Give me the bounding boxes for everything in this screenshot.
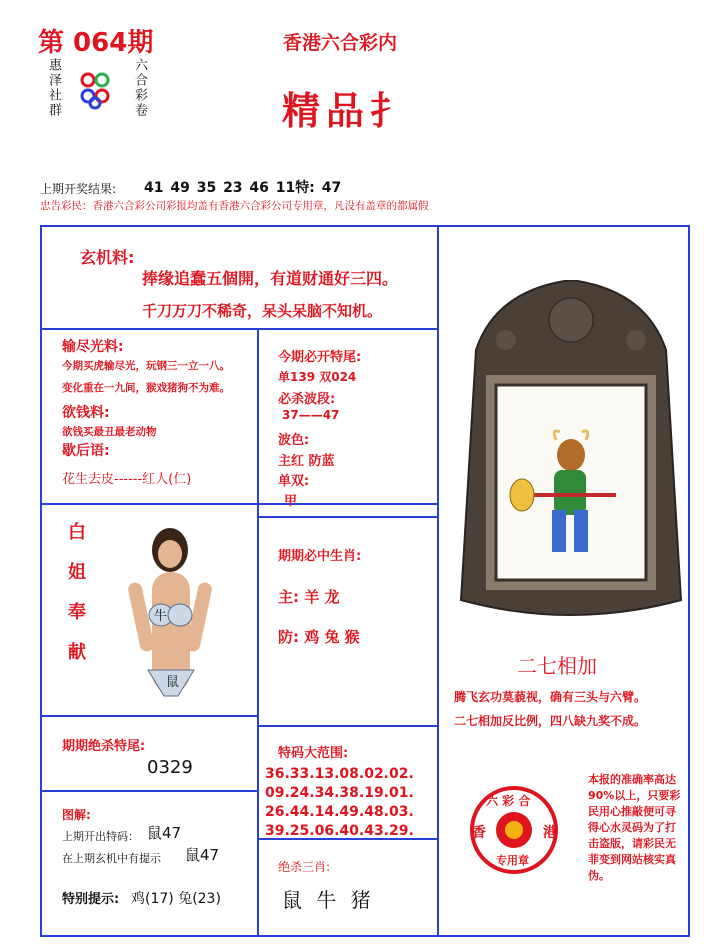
range-rows [265,765,414,841]
shengxiao-guard: 防: 鸡 兔 猴 [278,628,360,646]
yuqian-line: 欲钱买最丑最老动物 [62,426,157,438]
baijie-text: 白姐奉献 [65,522,86,682]
xuanji-label: 玄机料: [80,248,135,267]
ornate-frame-icon [456,280,686,630]
frame-caption: 二七相加 [517,654,597,678]
tujie-line-1b: 鼠47 [147,824,182,842]
divider-4 [40,715,258,717]
tujie-line-1a: 上期开出特码： [62,830,139,843]
divider-2 [40,503,438,505]
left-vertical-text: 惠泽社群 [46,58,61,118]
tujie-line-2a: 在上期玄机中有提示 [62,852,161,865]
stamp-right: 港 [543,825,557,841]
xuanji-line-2: 千刀万刀不稀奇，呆头呆脑不知机。 [142,302,383,320]
tujie-line-2b: 鼠47 [185,846,220,864]
tewei-label: 今期必开特尾: [278,350,362,365]
jueshawei-value: 0329 [147,757,193,778]
range-row: 39.25.06.40.43.29. [265,823,414,839]
range-row: 09.24.34.38.19.01. [265,785,414,801]
danshuang-value: 甲 [284,494,298,509]
shuzhi-line-2: 变化重在一九间，猴戏猪狗不为难。 [62,382,230,394]
official-stamp [458,782,570,878]
jueshawei-label: 期期绝杀特尾: [62,739,146,754]
shengxiao-label: 期期必中生肖: [278,549,362,564]
right-vertical-text: 六合彩卷 [132,58,147,118]
bosha-value: 37——47 [282,408,340,422]
tishi-value: 鸡(17) 兔(23) [131,891,221,907]
stamp-note: 本报的准确率高达90%以上，只要彩民用心推敲便可寻得心水灵码为了打击盗版，请彩民无菲变到网站核实真伪。 [588,773,681,882]
stamp-left: 香 [472,825,486,841]
shengxiao-main: 主: 羊 龙 [278,588,340,606]
svg-text:牛: 牛 [154,609,168,624]
lottery-logo-icon [78,70,114,110]
bosha-label: 必杀波段: [278,392,336,407]
xiehouyu-line: 花生去皮------红人(仁) [62,472,192,487]
divider-5 [258,725,438,727]
svg-text:鼠: 鼠 [166,675,180,690]
danshuang-label: 单双: [278,474,310,489]
results-label: 上期开奖结果: [40,182,117,196]
juesha-label: 绝杀三肖: [278,860,331,874]
xiehouyu-label: 歇后语: [62,443,110,459]
xuanji-line-1: 捧缘追蠢五個開，有道财通好三四。 [142,269,399,288]
shuzhi-line-1: 今期买虎输尽光，玩钢三一立一八。 [62,360,230,372]
range-row: 36.33.13.08.02.02. [265,766,414,782]
title-big: 精品扌 [282,89,415,133]
tishi-label: 特别提示: [62,892,120,907]
stamp-bottom: 专用章 [496,854,529,867]
results-numbers: 41 49 35 23 46 11特: 47 [144,180,342,196]
divider-3 [258,516,438,518]
issue-number: 第 064期 [38,28,154,58]
juesha-value: 鼠 牛 猪 [282,888,375,912]
tewei-value: 单139 双024 [278,370,357,384]
stamp-top: 六 彩 合 [486,794,531,808]
center-divider [437,225,439,937]
results-notice: 忠告彩民：香港六合彩公司彩报均盖有香港六合彩公司专用章，凡没有盖章的都属假 [40,200,429,212]
divider-1 [40,328,438,330]
title-top: 香港六合彩内 [283,32,398,54]
tujie-label: 图解: [62,808,91,822]
frame-line-2: 二七相加反比例，四八缺九奖不成。 [454,714,647,728]
model-photo-icon [118,520,218,710]
bose-value: 主红 防蓝 [278,454,335,469]
shuzhi-label: 输尽光料: [62,339,124,355]
left-column-divider [257,328,259,935]
divider-6 [40,790,258,792]
yuqian-label: 欲钱料: [62,405,110,421]
range-row: 26.44.14.49.48.03. [265,804,414,820]
bose-label: 波色: [278,433,310,448]
frame-line-1: 腾飞玄功莫藐视，确有三头与六臂。 [454,690,647,704]
range-label: 特码大范围: [278,746,349,761]
